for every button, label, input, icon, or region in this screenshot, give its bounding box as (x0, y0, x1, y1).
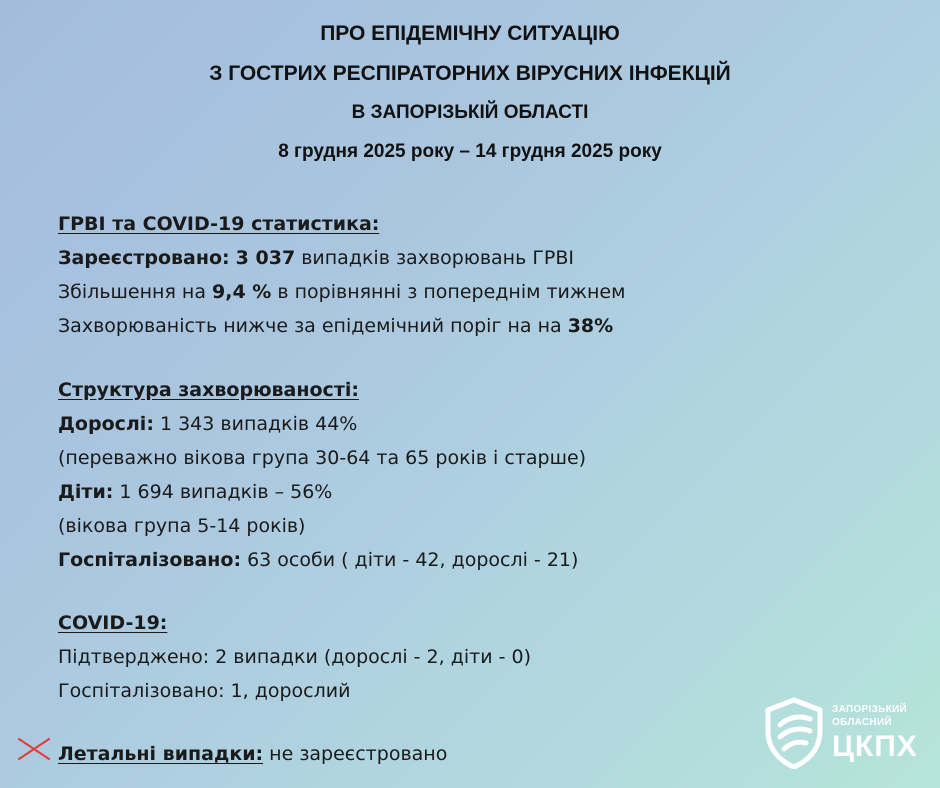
children-value: 1 694 випадків – 56% (113, 481, 333, 503)
threshold-line (58, 309, 918, 343)
increase-value: 9,4 % (212, 281, 272, 303)
logo-org-name (832, 703, 907, 729)
hospital-value: 63 особи ( діти - 42, дорослі - 21) (241, 549, 579, 571)
stats-heading: ГРВІ та COVID-19 статистика: (58, 213, 380, 235)
threshold-value: 38% (567, 315, 614, 337)
logo-abbr: ЦКПХ (832, 730, 918, 763)
structure-heading: Структура захворюваності: (58, 379, 359, 401)
registered-text: випадків захворювань ГРВІ (295, 247, 575, 269)
logo (762, 697, 922, 769)
hospital-line (58, 543, 918, 577)
hospital-label: Госпіталізовано: (58, 549, 242, 571)
title-line-1: ПРО ЕПІДЕМІЧНУ СИТУАЦІЮ (320, 22, 620, 45)
threshold-prefix: Захворюваність нижче за епідемічний поріг на на (58, 315, 568, 337)
increase-line (58, 275, 918, 309)
logo-line-2: ОБЛАСНИЙ (832, 717, 892, 728)
date-range: 8 грудня 2025 року – 14 грудня 2025 року (278, 141, 662, 162)
increase-prefix: Збільшення на (58, 281, 213, 303)
covid-heading: COVID-19: (58, 612, 168, 634)
title-line-2: З ГОСТРИХ РЕСПІРАТОРНИХ ВІРУСНИХ ІНФЕКЦІЙ (209, 62, 731, 85)
fatal-value: не зареєстровано (263, 743, 448, 765)
children-line (58, 475, 918, 509)
cross-icon (17, 737, 51, 761)
registered-line (58, 241, 918, 275)
adults-line (58, 407, 918, 441)
children-note: (вікова група 5-14 років) (58, 515, 306, 537)
covid-confirmed: Підтверджено: 2 випадки (дорослі - 2, діти - 0) (58, 646, 531, 668)
adults-note: (переважно вікова група 30-64 та 65 років і старше) (58, 447, 587, 469)
registered-label: Зареєстровано: (58, 247, 230, 269)
increase-suffix: в порівнянні з попереднім тижнем (271, 281, 626, 303)
registered-value: 3 037 (235, 247, 296, 269)
logo-line-1: ЗАПОРІЗЬКИЙ (832, 704, 907, 715)
fatal-label: Летальні випадки: (58, 743, 264, 765)
adults-value: 1 343 випадків 44% (153, 413, 358, 435)
title-block (0, 14, 940, 172)
title-line-3: В ЗАПОРІЗЬКІЙ ОБЛАСТІ (351, 102, 589, 123)
content-body (58, 207, 918, 771)
covid-hospitalized: Госпіталізовано: 1, дорослий (58, 680, 351, 702)
children-label: Діти: (58, 481, 114, 503)
shield-logo-icon (762, 697, 826, 769)
adults-label: Дорослі: (58, 413, 154, 435)
